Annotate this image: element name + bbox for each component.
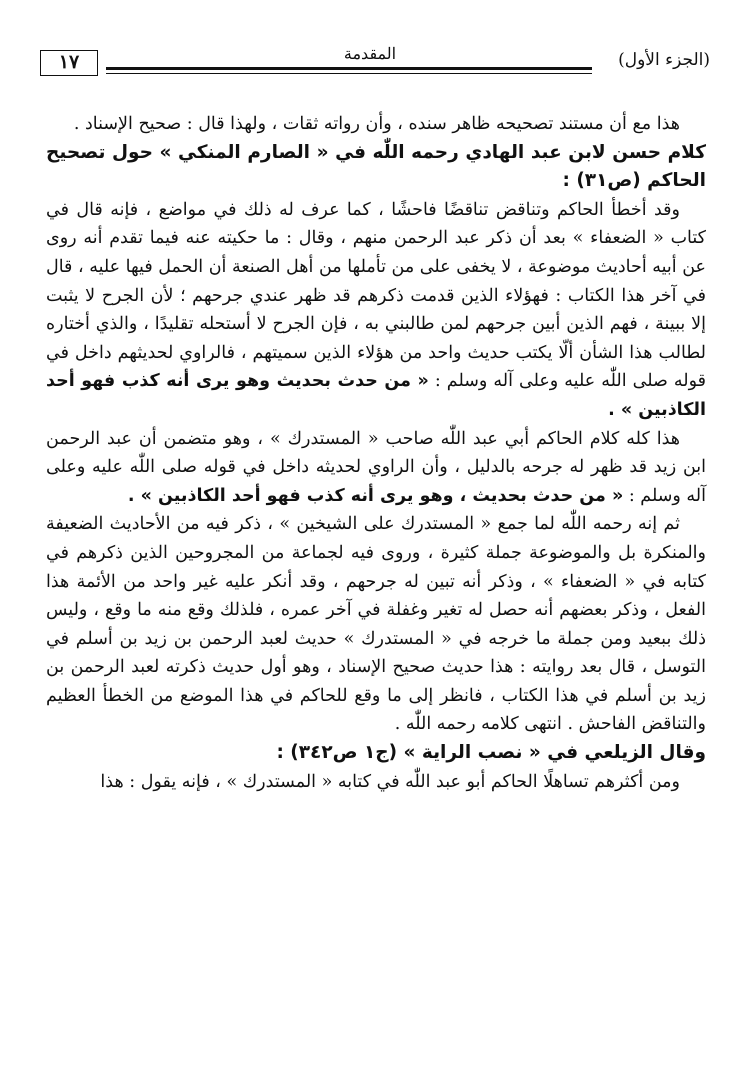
hadith-quote: « من حدث بحديث ، وهو يرى أنه كذب فهو أحد الكاذبين » . [127,485,624,506]
paragraph [46,196,706,425]
paragraph [46,425,706,511]
running-header [40,44,710,78]
section-heading: وقال الزيلعي في « نصب الراية » (ج١ ص٣٤٢) : [276,742,706,764]
body-text [46,110,706,796]
paragraph: ومن أكثرهم تساهلًا الحاكم أبو عبد اللّٰه في كتابه « المستدرك » ، فإنه يقول : هذا [100,771,680,792]
page-number: ١٧ [40,50,98,76]
paragraph-text: وقد أخطأ الحاكم وتناقض تناقضًا فاحشًا ، كما عرف له ذلك في مواضع ، فإنه قال في كتاب « الضعفاء » بعد أن ذكر عبد الرحمن منهم ، وقال : ما حكيته عنه فيما تقدم أنه روى عن أبيه أحاديث موضوعة ، لا يخفى على من تأملها من أهل الصنعة أن الحمل فيها عليه ، قال في آخر هذا الكتاب : فهؤلاء الذين قدمت ذكرهم قد ظهر عندي جرحهم ؛ لأن الجرح لا يثبت إلا ببينة ، فهم الذين أبين جرحهم لمن طالبني به ، فإن الجرح لا أستحله تقليدًا ، والذي أختاره لطالب هذا الشأن ألّا يكتب حديث واحد من هؤلاء الذين سميتهم ، فالراوي لحديثهم داخل في قوله صلى اللّٰه عليه وعلى آله وسلم : [46,199,706,392]
header-rule-thin [106,73,592,74]
paragraph-text: هذا كله كلام الحاكم أبي عبد اللّٰه صاحب « المستدرك » ، وهو متضمن أن عبد الرحمن ابن زيد قد ظهر له جرحه بالدليل ، وأن الراوي لحديثه داخل في قوله صلى اللّٰه عليه وعلى آله وسلم : [46,428,706,506]
header-volume: (الجزء الأول) [618,50,710,70]
hadith-quote: « من حدث بحديث وهو يرى أنه كذب فهو أحد الكاذبين » . [46,371,706,420]
header-rule-thick [106,67,592,70]
header-title: المقدمة [343,44,397,63]
section-heading: كلام حسن لابن عبد الهادي رحمه اللّٰه في « الصارم المنكي » حول تصحيح الحاكم (ص٣١) : [46,141,706,192]
paragraph: هذا مع أن مستند تصحيحه ظاهر سنده ، وأن رواته ثقات ، ولهذا قال : صحيح الإسناد . [73,114,680,134]
paragraph: ثم إنه رحمه اللّٰه لما جمع « المستدرك على الشيخين » ، ذكر فيه من الأحاديث الضعيفة والمنكرة بل والموضوعة جملة كثيرة ، وروى فيه لجماعة من المجروحين الذين ذكرهم في كتابه في « الضعفاء » ، وذكر أنه تبين له جرحهم ، وقد أنكر عليه غير واحد من الأئمة هذا الفعل ، وذكر بعضهم أنه حصل له تغير وغفلة في آخر عمره ، فلذلك وقع منه ما وقع ، وليس ذلك ببعيد ومن جملة ما خرجه في « المستدرك » حديث لعبد الرحمن بن زيد بن أسلم في التوسل ، قال بعد روايته : هذا حديث صحيح الإسناد ، وهو أول حديث ذكرته لعبد الرحمن بن زيد بن أسلم في هذا الكتاب ، فانظر إلى ما وقع للحاكم في هذا الموضع من الخطأ العظيم والتناقض الفاحش . انتهى كلامه رحمه اللّٰه . [46,514,706,735]
